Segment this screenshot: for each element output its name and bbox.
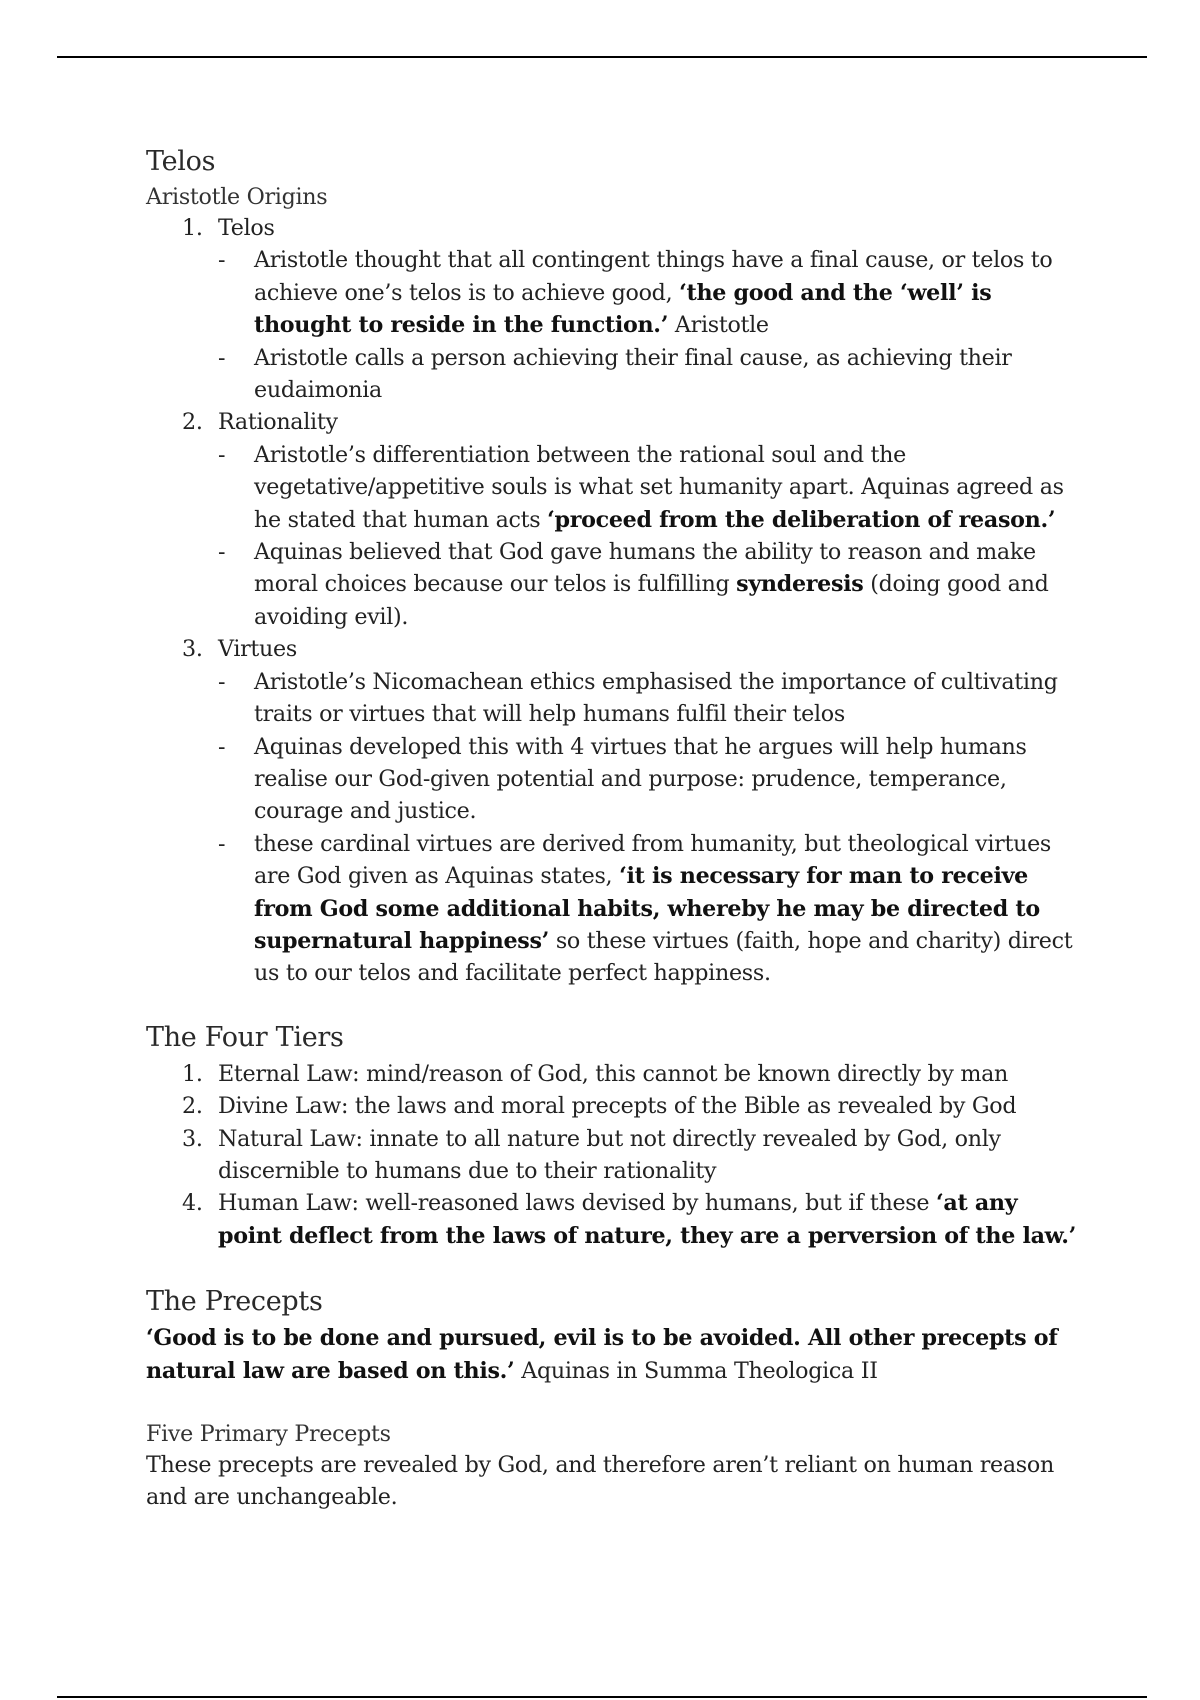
section-heading-telos: Telos (146, 146, 216, 177)
list-item-text: Human Law: well-reasoned laws devised by humans, but if these (218, 1190, 936, 1217)
bullet-text: these cardinal virtues are derived from humanity, but theological virtues are God given as Aquinas states, (254, 830, 1051, 890)
bullet-item (146, 342, 1086, 407)
bullet-text: Aristotle calls a person achieving their final cause, as achieving their eudaimonia (254, 344, 1012, 404)
list-item (146, 1090, 1086, 1122)
bottom-rule (57, 1696, 1147, 1698)
dash-bullet: - (218, 247, 226, 274)
bullet-text: Aristotle’s Nicomachean ethics emphasised the importance of cultivating traits or virtues that will help humans fulfil their telos (254, 668, 1058, 728)
subheading-aristotle-origins: Aristotle Origins (146, 184, 328, 210)
list-item-quote: ‘at any point deflect from the laws of nature, they are a perversion of the law.’ (218, 1190, 1077, 1249)
subheading-primary-precepts: Five Primary Precepts (146, 1421, 391, 1447)
dash-bullet: - (218, 668, 226, 695)
bullet-text: Aquinas developed this with 4 virtues that he argues will help humans realise our God-given potential and purpose: prudence, temperance, courage and justice. (254, 733, 1027, 825)
bullet-text: Aristotle’s differentiation between the rational soul and the vegetative/appetitive souls is what set humanity apart. Aquinas agreed as he stated that human acts (254, 441, 1064, 533)
bullet-item (146, 536, 1086, 633)
section-heading-four-tiers: The Four Tiers (146, 1021, 344, 1053)
bullet-item (146, 439, 1086, 536)
list-number: 3. (182, 636, 203, 663)
bullet-text-end: (doing good and avoiding evil). (254, 571, 1049, 630)
list-item-text: Natural Law: innate to all nature but not directly revealed by God, only discernible to humans due to their rationality (218, 1125, 1001, 1184)
list-item-text: Divine Law: the laws and moral precepts of the Bible as revealed by God (218, 1093, 1017, 1120)
list-item (146, 1187, 1086, 1252)
bullet-item (146, 244, 1086, 341)
list-item (146, 212, 1086, 244)
list-item (146, 1058, 1086, 1090)
bullet-item (146, 828, 1086, 990)
list-number: 3. (182, 1125, 203, 1152)
list-number: 2. (182, 1093, 203, 1120)
list-item (146, 633, 1086, 665)
list-item (146, 1123, 1086, 1188)
bullet-quote: ‘proceed from the deliberation of reason.’ (547, 506, 1056, 533)
top-rule (57, 56, 1147, 58)
bullet-source: Aristotle (668, 312, 769, 339)
dash-bullet: - (218, 441, 226, 468)
bullet-quote: ‘the good and the ‘well’ is thought to reside in the function.’ (254, 279, 992, 339)
dash-bullet: - (218, 830, 226, 857)
bullet-item (146, 666, 1086, 731)
list-item-text: Eternal Law: mind/reason of God, this cannot be known directly by man (218, 1060, 1008, 1087)
dash-bullet: - (218, 344, 226, 371)
quote-text: ‘Good is to be done and pursued, evil is to be avoided. All other precepts of natural law are based on this.’ (146, 1325, 1058, 1384)
precepts-quote (146, 1322, 1086, 1387)
document-body (146, 142, 1086, 1514)
quote-source: Aquinas in Summa Theologica II (514, 1357, 878, 1384)
bullet-item (146, 731, 1086, 828)
primary-precepts-text: These precepts are revealed by God, and therefore aren’t reliant on human reason and are unchangeable. (146, 1452, 1054, 1511)
list-item-title: Virtues (218, 636, 297, 663)
list-item-title: Rationality (218, 409, 338, 436)
bullet-text-end: so these virtues (faith, hope and charity) direct us to our telos and facilitate perfect happiness. (254, 927, 1073, 987)
dash-bullet: - (218, 539, 226, 566)
list-number: 2. (182, 409, 203, 436)
dash-bullet: - (218, 733, 226, 760)
bullet-text: Aquinas believed that God gave humans the ability to reason and make moral choices because our telos is fulfilling (254, 539, 1036, 598)
section-heading-precepts: The Precepts (146, 1286, 323, 1318)
list-number: 4. (182, 1190, 203, 1217)
bullet-text: Aristotle thought that all contingent things have a final cause, or telos to achieve one’s telos is to achieve good, (254, 247, 1053, 306)
list-item-title: Telos (218, 215, 275, 241)
list-number: 1. (182, 1060, 203, 1087)
bullet-quote: ‘it is necessary for man to receive from God some additional habits, whereby he may be directed to supernatural happiness’ (254, 863, 1040, 954)
list-number: 1. (182, 215, 203, 241)
bullet-term: synderesis (736, 571, 864, 598)
list-item (146, 406, 1086, 438)
